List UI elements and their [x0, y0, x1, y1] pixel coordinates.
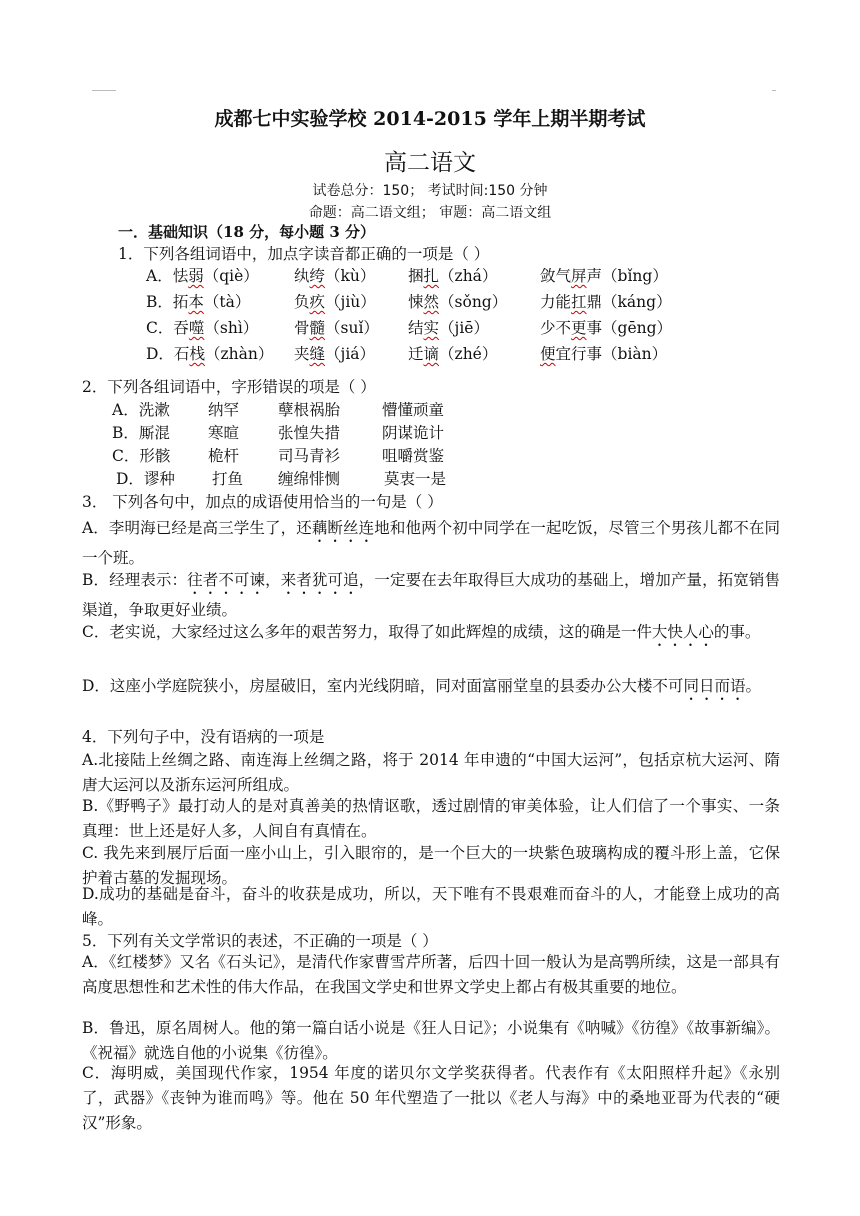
exam-info-authors: 命题：高二语文组； 审题：高二语文组 — [308, 205, 552, 221]
q3-c-idiom: 大快人心 — [651, 623, 714, 641]
marked-character: 谪 — [423, 345, 440, 363]
q1-b-term-1: B．拓本（tà） — [146, 293, 251, 311]
q1-b-term-4: 力能扛鼎（káng） — [540, 293, 672, 311]
q2-stem: 2．下列各组词语中，字形错误的项是（ ） — [82, 378, 376, 396]
q2-d-word-3: 缠绵悱恻 — [278, 470, 341, 488]
q2-d-word-4: 莫衷一是 — [384, 470, 447, 488]
q5-option-c: C．海明威，美国现代作家，1954 年度的诺贝尔文学奖获得者。代表作有《太阳照样升起》《永别了，武器》《丧钟为谁而鸣》等。他在 50 年代塑造了一批以《老人与海》中的桑地亚哥为代表的“硬汉”形象。 — [82, 1064, 780, 1132]
q2-c-word-4: 咀嚼赏鉴 — [382, 447, 445, 465]
marked-character: 便 — [540, 345, 556, 363]
q1-c-term-2: 骨髓（suǐ） — [294, 319, 379, 337]
q3-option-d — [82, 674, 780, 704]
q3-option-b — [82, 568, 780, 623]
q2-a-word-2: 纳罕 — [208, 401, 240, 419]
q2-b-word-4: 阴谋诡计 — [382, 424, 445, 442]
exam-info-score-time: 试卷总分：150； 考试时间:150 分钟 — [312, 183, 548, 199]
q3-d-text-2: 。 — [745, 677, 761, 695]
q1-d-term-3: 迁谪（zhé） — [408, 345, 498, 363]
q2-d-word-1: D．谬种 — [116, 470, 175, 488]
marked-character: 疚 — [309, 293, 326, 311]
q1-b-term-3: 悚然（sǒng） — [408, 293, 508, 311]
marked-character: 本 — [188, 293, 204, 311]
q4-option-a: A.北接陆上丝绸之路、南连海上丝绸之路，将于 2014 年申遗的“中国大运河”，包括京杭大运河、隋唐大运河以及浙东运河所组成。 — [82, 751, 780, 794]
q3-d-idiom: 同日而语 — [683, 677, 746, 695]
q3-b-idiom: 往者不可谏，来者犹可追 — [187, 571, 359, 589]
q1-b-term-2: 负疚（jiù） — [294, 293, 376, 311]
q3-b-text-1: B．经理表示： — [82, 571, 188, 589]
q3-option-a — [82, 516, 780, 571]
marked-character: 然 — [423, 293, 440, 311]
q1-c-term-1: C．吞噬（shì） — [146, 319, 259, 337]
q1-c-term-4: 少不更事（gēng） — [540, 319, 673, 337]
q1-c-term-3: 结实（jiē） — [408, 319, 489, 337]
marked-character: 栈 — [189, 345, 205, 363]
q2-a-word-4: 懵懂顽童 — [382, 401, 445, 419]
exam-title: 成都七中实验学校 2014-2015 学年上期半期考试 — [214, 108, 646, 130]
q1-d-term-1: D．石栈（zhàn） — [146, 345, 274, 363]
q4-stem: 4．下列句子中，没有语病的一项是 — [82, 728, 325, 746]
q1-stem: 1．下列各组词语中，加点字读音都正确的一项是（ ） — [118, 245, 490, 263]
header-rule-left — [92, 90, 116, 91]
subject-heading: 高二语文 — [384, 150, 476, 176]
q3-a-text-1: A．李明海已经是高三学生了，还 — [82, 519, 312, 537]
q3-option-c — [82, 620, 780, 650]
q3-a-idiom: 藕断丝连 — [311, 519, 375, 537]
q5-option-a: A．《红楼梦》又名《石头记》，是清代作家曹雪芹所著，后四十回一般认为是高鹗所续，这是一部具有高度思想性和艺术性的伟大作品，在我国文学史和世界文学史上都占有极其重要的地位。 — [82, 953, 780, 996]
q3-b-text-2: ，一定要在去年取得巨大成功的基础上，增加产量，拓宽销售渠道，争取更好业绩。 — [82, 571, 780, 619]
q1-d-term-4: 便宜行事（biàn） — [540, 345, 668, 363]
marked-character: 缝 — [309, 345, 326, 363]
marked-character: 弱 — [188, 267, 204, 285]
q4-option-c: C. 我先来到展厅后面一座小山上，引入眼帘的，是一个巨大的一块紫色玻璃构成的覆斗形上盖，它保护着古墓的发掘现场。 — [82, 844, 780, 887]
marked-character: 噬 — [188, 319, 205, 337]
q2-c-word-1: C．形骸 — [112, 447, 171, 465]
q2-b-word-2: 寒暄 — [208, 424, 240, 442]
q5-stem: 5．下列有关文学常识的表述，不正确的一项是（ ） — [82, 932, 438, 950]
q1-a-term-2: 纨绔（kù） — [294, 267, 376, 285]
q1-d-term-2: 夹缝（jiá） — [294, 345, 376, 363]
marked-character: 更 — [571, 319, 587, 337]
q3-c-text-1: C．老实说，大家经过这么多年的艰苦努力，取得了如此辉煌的成绩，这的确是一件 — [82, 623, 652, 641]
q1-a-term-1: A．怯弱（qiè） — [146, 267, 259, 285]
section-heading: 一．基础知识（18 分，每小题 3 分） — [118, 223, 375, 241]
q1-a-term-3: 捆扎（zhá） — [408, 267, 498, 285]
q2-d-word-2: 打鱼 — [212, 470, 244, 488]
q2-b-word-1: B．厮混 — [112, 424, 170, 442]
marked-character: 扎 — [423, 267, 440, 285]
header-rule-right — [772, 90, 776, 91]
q3-a-text-2: 地和他两个初中同学在一起吃饭，尽管三个男孩儿都不在同一个班。 — [82, 519, 780, 567]
marked-character: 屏 — [571, 267, 587, 285]
q2-a-word-3: 孽根祸胎 — [278, 401, 341, 419]
q4-option-b: B.《野鸭子》最打动人的是对真善美的热情讴歌，透过剧情的审美体验，让人们信了一个事实、一条真理：世上还是好人多，人间自有真情在。 — [82, 797, 780, 840]
marked-character: 髓 — [309, 319, 326, 337]
q2-a-word-1: A．洗漱 — [112, 401, 170, 419]
marked-character: 实 — [423, 319, 440, 337]
q3-c-text-2: 的事。 — [713, 623, 761, 641]
marked-character: 绔 — [309, 267, 326, 285]
q1-a-term-4: 敛气屏声（bǐng） — [540, 267, 668, 285]
q2-c-word-3: 司马青衫 — [278, 447, 341, 465]
q2-c-word-2: 桅杆 — [208, 447, 240, 465]
marked-character: 扛 — [571, 293, 587, 311]
q5-option-b: B．鲁迅，原名周树人。他的第一篇白话小说是《狂人日记》；小说集有《呐喊》《彷徨》《故事新编》。《祝福》就选自他的小说集《彷徨》。 — [82, 1019, 780, 1062]
q2-b-word-3: 张惶失措 — [278, 424, 341, 442]
q3-d-text-1: D．这座小学庭院狭小，房屋破旧，室内光线阴暗，同对面富丽堂皇的县委办公大楼不可 — [82, 677, 684, 695]
q4-option-d: D.成功的基础是奋斗，奋斗的收获是成功，所以，天下唯有不畏艰难而奋斗的人，才能登上成功的高峰。 — [82, 885, 780, 928]
q3-stem: 3． 下列各句中，加点的成语使用恰当的一句是（ ） — [82, 493, 443, 511]
